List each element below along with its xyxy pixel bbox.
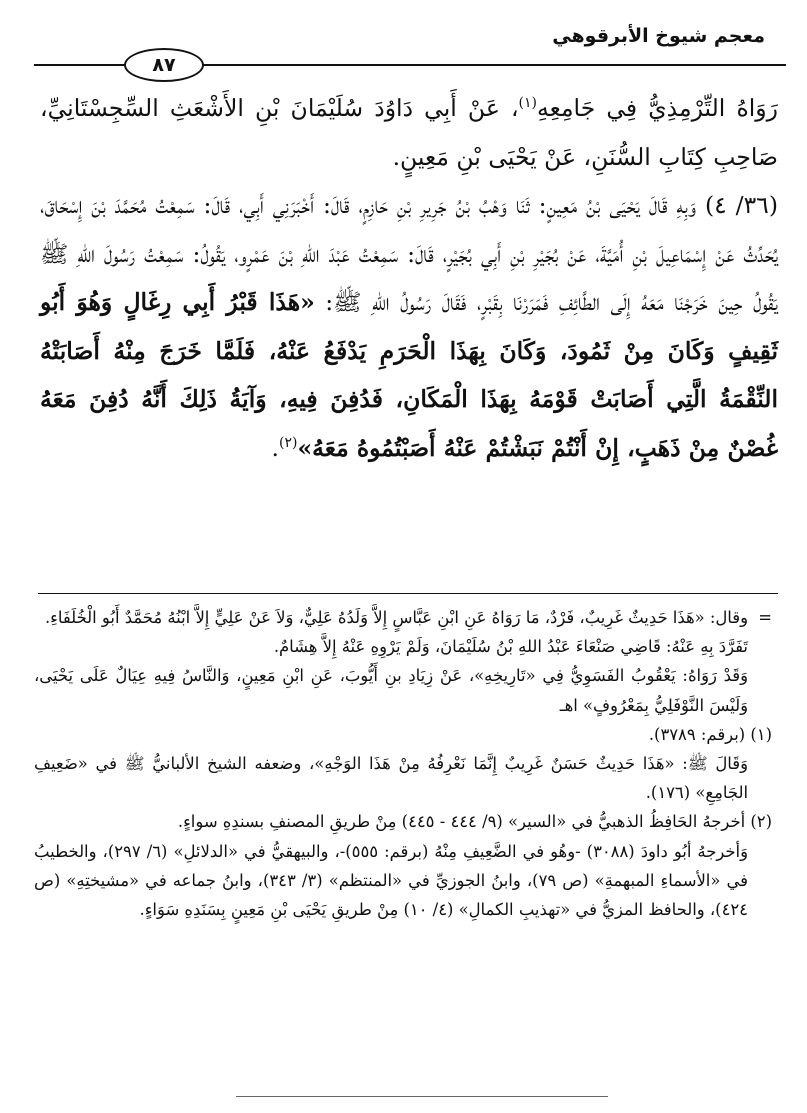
continuation-mark: = — [758, 608, 772, 627]
paragraph-tirmidhi — [40, 84, 778, 181]
hadith-isnad: وَبِهِ قَالَ يَحْيَى بْنُ مَعِينٍ: ثَنَا وَهْبُ بْنُ جَرِيرِ بْنِ حَازِمٍ، قَالَ: أَخْبَرَنِي أَبِي، قَالَ: سَمِعْتُ مُحَمَّدَ بْنَ إِسْحَاقَ، يُحَدِّثُ عَنْ إِسْمَاعِيلَ بْنِ أُمَيَّةَ، عَنْ بُجَيْرِ بْنِ أَبِي بُجَيْرٍ، قَالَ: سَمِعْتُ عَبْدَ اللهِ بْنَ عَمْرٍو، يَقُولُ: سَمِعْتُ رَسُولَ اللهِ ﷺ يَقُولُ حِينَ خَرَجْنَا مَعَهُ إِلَى الطَّائِفِ فَمَرَرْنَا بِقَبْرٍ، فَقَالَ رَسُولُ اللهِ ﷺ: — [40, 191, 778, 316]
footnote-ref-2: (٢) — [278, 434, 298, 451]
footnote-2-number: (٢) — [750, 812, 772, 832]
footnote-continuation-2: تَفَرَّدَ بِهِ عَنْهُ: قَاضِي صَنْعَاءَ عَبْدُ اللهِ بْنُ سُلَيْمَانَ، وَلَمْ يَرْوِهِ عَنْهُ إِلاَّ هِشَامٌ. — [273, 637, 748, 657]
footnote-ref-1: (١) — [518, 95, 538, 112]
tirmidhi-rest: ، عَنْ أَبِي دَاوُدَ سُلَيْمَانَ بْنِ الأَشْعَثِ السِّجِسْتَانِيِّ، صَاحِبِ كِتَابِ السُّنَنِ، عَنْ يَحْيَى بْنِ مَعِينٍ. — [40, 94, 778, 171]
tirmidhi-text: رَوَاهُ التِّرْمِذِيُّ فِي جَامِعِهِ — [537, 94, 778, 122]
running-title: معجم شيوخ الأبرقوهي — [552, 25, 765, 47]
footnote-2-line2: وَأخرجهُ أبُو داودَ (٣٠٨٨) -وهُو في الضَّعِيفِ مِنْهُ (برقم: ٥٥٥)-، والبيهقيُّ في «الدلائلِ» (٦/ ٢٩٧)، والخطيبُ في «الأسماءِ المبهمةِ» (ص ٧٩)، وابنُ الجوزيِّ في «المنتظم» (٣/ ٣٤٣)، وابنُ جماعه في «مشيختِهِ» (ص ٤٢٤)، والحافظ المزيُّ في «تهذيبِ الكمالِ» (٤/ ١٠) مِنْ طريقِ يَحْيَى بْنِ مَعِينٍ بِسَنَدِهِ سَوَاءٍ. — [34, 841, 748, 920]
paragraph-hadith-36 — [40, 181, 778, 472]
footnote-1-line2: وَقَالَ ﷺ: «هَذَا حَدِيثٌ حَسَنٌ غَرِيبٌ إِنَّمَا نَعْرِفُهُ مِنْ هَذَا الوَجْهِ»، وضعفه الشيخ الألبانيُّ ﷺ في «ضَعِيفِ الجَامِعِ» (١٧٦). — [34, 754, 748, 803]
hadith-matn: «هَذَا قَبْرُ أَبِي رِغَالٍ وَهُوَ أَبُو ثَقِيفٍ وَكَانَ مِنْ ثَمُودَ، وَكَانَ بِهَذَا الْحَرَمِ يَدْفَعُ عَنْهُ، فَلَمَّا خَرَجَ مِنْهُ أَصَابَتْهُ النِّقْمَةُ الَّتِي أَصَابَتْ قَوْمَهُ بِهَذَا الْمَكَانِ، فَدُفِنَ فِيهِ، وَآيَةُ ذَلِكَ أَنَّهُ دُفِنَ مَعَهُ غُصْنٌ مِنْ ذَهَبٍ، إِنْ أَنْتُمْ نَبَشْتُمْ عَنْهُ أَصَبْتُمُوهُ مَعَهُ» — [40, 288, 778, 462]
hadith-number: (٣٦/ ٤) — [704, 191, 778, 219]
footnotes — [34, 603, 772, 924]
footnote-2 — [34, 807, 772, 836]
footnote-1 — [34, 720, 772, 749]
footnote-1-number: (١) — [750, 724, 772, 744]
footnote-continuation-3: وَقَدْ رَوَاهُ: يَعْقُوبُ الفَسَوِيُّ فِي «تَارِيخِهِ»، عَنْ زِيَادِ بنِ أَيُّوبَ، عَنِ ابْنِ مَعِينٍ، وَالنَّاسُ فِيهِ عِيَالٌ عَلَى يَحْيَى، وَلَيْسَ النَّوْفَلِيُّ بِمَعْرُوفٍ» اهـ — [34, 666, 748, 715]
footnote-2-line1: أخرجهُ الحَافِظُ الذهبيُّ في «السير» (٩/ ٤٤٤ - ٤٤٥) مِنْ طريقِ المصنفِ بسندِهِ سواءٍ. — [177, 812, 746, 832]
bottom-rule — [236, 1096, 608, 1097]
footnote-continuation — [34, 603, 772, 632]
hadith-end: . — [271, 433, 279, 462]
footnote-separator — [38, 593, 778, 594]
main-text — [40, 84, 778, 472]
page-number-badge: ٨٧ — [124, 48, 204, 82]
continuation-text: وقال: «هَذَا حَدِيثٌ غَرِيبٌ، فَرْدٌ، مَا رَوَاهُ عَنِ ابْنِ عَبَّاسٍ إِلاَّ وَلَدُهُ عَلِيٌّ، وَلاَ عَنْ عَلِيٍّ إِلاَّ ابْنُهُ مُحَمَّدٌ أَبُو الْخُلَفَاءِ. — [44, 608, 748, 627]
footnote-1-line1: (برقم: ٣٧٨٩). — [648, 724, 746, 744]
